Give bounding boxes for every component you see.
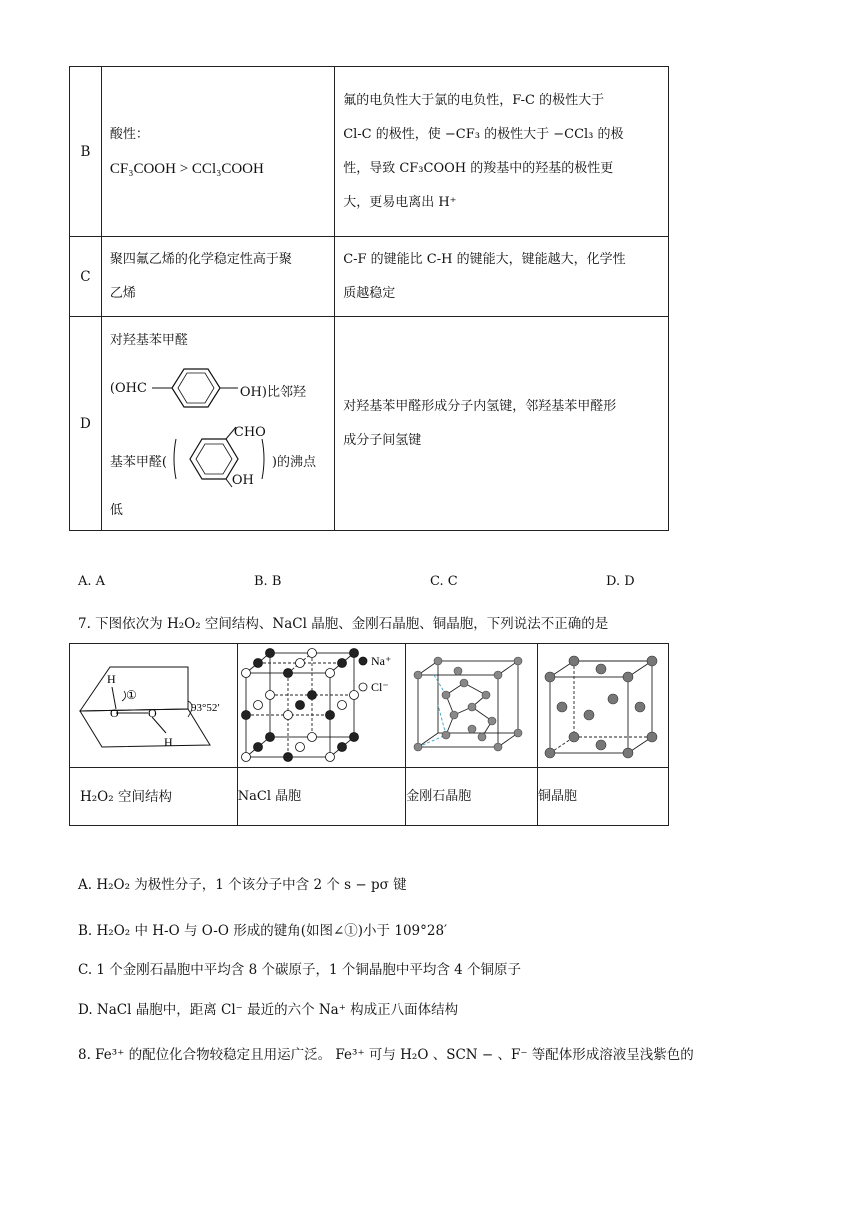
row-b-label: B bbox=[70, 67, 102, 237]
q7-option-a[interactable]: A. H₂O₂ 为极性分子，1 个该分子中含 2 个 s − pσ 键 bbox=[78, 877, 407, 893]
reason-line: 成分子间氢键 bbox=[343, 432, 422, 448]
q7-option-c[interactable]: C. 1 个金刚石晶胞中平均含 8 个碳原子，1 个铜晶胞中平均含 4 个铜原子 bbox=[78, 962, 522, 978]
copper-cell-diagram bbox=[538, 645, 668, 767]
fact-text: )的沸点 bbox=[271, 455, 316, 470]
o-atom-label: O bbox=[148, 705, 157, 720]
reason-line: 大，更易电离出 H⁺ bbox=[343, 194, 457, 210]
q7-option-b[interactable]: B. H₂O₂ 中 H-O 与 O-O 形成的键角(如图∠①)小于 109°28′ bbox=[78, 923, 448, 939]
o-atom-label: O bbox=[110, 705, 119, 720]
cho-label: CHO bbox=[233, 425, 266, 440]
h2o2-structure-diagram bbox=[70, 645, 236, 767]
h-atom-label: H bbox=[107, 671, 116, 686]
copper-figure bbox=[538, 644, 669, 768]
cl-legend-label: Cl⁻ bbox=[370, 679, 389, 694]
row-b-reason bbox=[335, 67, 669, 237]
question-7-stem: 7. 下图依次为 H₂O₂ 空间结构、NaCl 晶胞、金刚石晶胞、铜晶胞，下列说法不正确的是 bbox=[78, 616, 609, 632]
option-d[interactable]: D. D bbox=[606, 574, 635, 589]
cl-legend-icon bbox=[359, 683, 367, 691]
fact-text: 对羟基苯甲醛 bbox=[109, 333, 188, 348]
figure-table bbox=[69, 643, 669, 826]
fact-formula: CF₃COOH > CCl₃COOH bbox=[109, 160, 264, 177]
reason-line: 质越稳定 bbox=[343, 285, 396, 301]
row-d-fact bbox=[101, 317, 334, 531]
nacl-figure bbox=[237, 644, 406, 768]
fact-text: 聚四氟乙烯的化学稳定性高于聚 bbox=[109, 251, 292, 267]
diamond-figure bbox=[406, 644, 538, 768]
row-b-fact bbox=[101, 67, 334, 237]
p-hydroxybenzaldehyde-structure bbox=[152, 363, 238, 413]
reason-line: Cl-C 的极性，使 −CF₃ 的极性大于 −CCl₃ 的极 bbox=[343, 126, 624, 142]
na-legend-label: Na⁺ bbox=[370, 653, 392, 668]
row-c-fact bbox=[101, 237, 334, 317]
caption-nacl: NaCl 晶胞 bbox=[237, 768, 406, 826]
fact-text: 低 bbox=[109, 503, 123, 518]
q7-option-d[interactable]: D. NaCl 晶胞中，距离 Cl⁻ 最近的六个 Na⁺ 构成正八面体结构 bbox=[78, 1002, 459, 1018]
fact-text: (OHC bbox=[109, 381, 147, 396]
oh-label: OH bbox=[231, 473, 254, 488]
reason-line: 性，导致 CF₃COOH 的羧基中的羟基的极性更 bbox=[343, 160, 614, 176]
row-d-reason bbox=[335, 317, 669, 531]
caption-h2o2: H₂O₂ 空间结构 bbox=[70, 768, 238, 826]
fact-text: 基苯甲醛( bbox=[109, 455, 167, 470]
row-c-reason bbox=[335, 237, 669, 317]
answer-table bbox=[69, 66, 669, 531]
na-legend-icon bbox=[359, 657, 367, 665]
caption-copper: 铜晶胞 bbox=[538, 768, 669, 826]
angle-marker-label: ① bbox=[126, 687, 137, 702]
diamond-cell-diagram bbox=[406, 645, 536, 767]
row-c-label: C bbox=[70, 237, 102, 317]
reason-line: 对羟基苯甲醛形成分子内氢键，邻羟基苯甲醛形 bbox=[343, 398, 617, 414]
fact-text: 酸性： bbox=[109, 126, 149, 142]
h-atom-label: H bbox=[164, 734, 173, 749]
reason-line: C-F 的键能比 C-H 的键能大，键能越大，化学性 bbox=[343, 251, 626, 267]
reason-line: 氟的电负性大于氯的电负性，F-C 的极性大于 bbox=[343, 92, 605, 108]
option-c[interactable]: C. C bbox=[430, 574, 458, 589]
fact-text: OH)比邻羟 bbox=[239, 385, 306, 400]
question-8-stem: 8. Fe³⁺ 的配位化合物较稳定且用运广泛。 Fe³⁺ 可与 H₂O 、SCN − 、F⁻ 等配体形成溶液呈浅紫色的 bbox=[78, 1047, 694, 1063]
row-d-label: D bbox=[70, 317, 102, 531]
nacl-cell-diagram bbox=[238, 645, 404, 767]
option-b[interactable]: B. B bbox=[254, 574, 282, 589]
caption-diamond: 金刚石晶胞 bbox=[406, 768, 538, 826]
h2o2-figure bbox=[70, 644, 238, 768]
dihedral-angle-label: 93°52′ bbox=[191, 701, 220, 714]
option-a[interactable]: A. A bbox=[78, 574, 106, 589]
fact-text: 乙烯 bbox=[109, 285, 136, 301]
